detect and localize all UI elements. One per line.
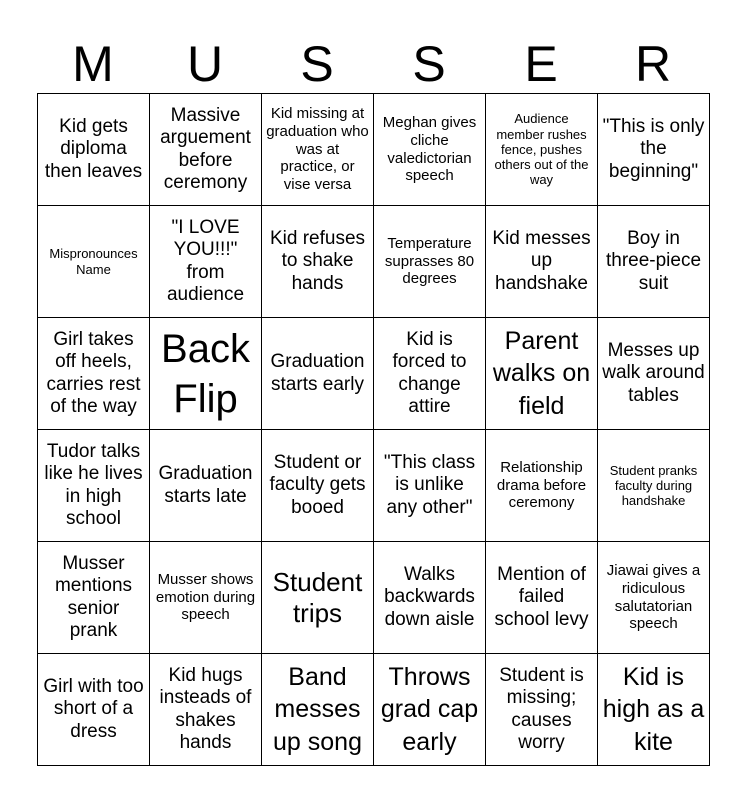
board-row — [38, 542, 710, 654]
board-row — [38, 318, 710, 430]
bingo-cell[interactable]: Kid gets diploma then leaves — [38, 94, 150, 206]
bingo-cell[interactable]: Mention of failed school levy — [486, 542, 598, 654]
bingo-cell[interactable]: Temperature suprasses 80 degrees — [374, 206, 486, 318]
bingo-cell[interactable]: Girl with too short of a dress — [38, 654, 150, 766]
bingo-board — [37, 93, 710, 766]
bingo-cell[interactable]: Boy in three-piece suit — [598, 206, 710, 318]
bingo-cell[interactable]: Audience member rushes fence, pushes others out of the way — [486, 94, 598, 206]
bingo-cell[interactable]: Messes up walk around tables — [598, 318, 710, 430]
board-row — [38, 206, 710, 318]
bingo-cell[interactable]: Student pranks faculty during handshake — [598, 430, 710, 542]
bingo-cell[interactable]: Walks backwards down aisle — [374, 542, 486, 654]
bingo-cell[interactable]: "This is only the beginning" — [598, 94, 710, 206]
header-letter-s-2: S — [412, 36, 446, 92]
board-row — [38, 654, 710, 766]
bingo-cell[interactable]: Musser shows emotion during speech — [150, 542, 262, 654]
bingo-cell[interactable]: Kid messes up handshake — [486, 206, 598, 318]
bingo-cell[interactable]: Musser mentions senior prank — [38, 542, 150, 654]
board-row — [38, 430, 710, 542]
bingo-cell[interactable]: Band messes up song — [262, 654, 374, 766]
bingo-cell[interactable]: Girl takes off heels, carries rest of the way — [38, 318, 150, 430]
header-letter-u: U — [186, 36, 224, 92]
bingo-cell[interactable]: Student trips — [262, 542, 374, 654]
bingo-cell[interactable]: Kid hugs insteads of shakes hands — [150, 654, 262, 766]
bingo-cell[interactable]: "This class is unlike any other" — [374, 430, 486, 542]
bingo-cell[interactable]: Massive arguement before ceremony — [150, 94, 262, 206]
bingo-cell[interactable]: Meghan gives cliche valedictorian speech — [374, 94, 486, 206]
bingo-cell[interactable]: Student or faculty gets booed — [262, 430, 374, 542]
header-letter-r: R — [634, 36, 672, 92]
bingo-cell[interactable]: Graduation starts late — [150, 430, 262, 542]
bingo-cell[interactable]: Back Flip — [150, 318, 262, 430]
bingo-cell[interactable]: Graduation starts early — [262, 318, 374, 430]
bingo-header — [37, 36, 709, 92]
bingo-cell[interactable]: Tudor talks like he lives in high school — [38, 430, 150, 542]
bingo-cell[interactable]: Mispronounces Name — [38, 206, 150, 318]
bingo-cell[interactable]: Kid is forced to change attire — [374, 318, 486, 430]
bingo-cell[interactable]: Kid refuses to shake hands — [262, 206, 374, 318]
bingo-cell[interactable]: Kid is high as a kite — [598, 654, 710, 766]
header-letter-m: M — [72, 36, 114, 92]
bingo-cell[interactable]: Parent walks on field — [486, 318, 598, 430]
bingo-cell[interactable]: Kid missing at graduation who was at practice, or vise versa — [262, 94, 374, 206]
board-row — [38, 94, 710, 206]
bingo-cell[interactable]: Student is missing; causes worry — [486, 654, 598, 766]
header-letter-s: S — [300, 36, 334, 92]
bingo-cell[interactable]: "I LOVE YOU!!!" from audience — [150, 206, 262, 318]
bingo-cell[interactable]: Throws grad cap early — [374, 654, 486, 766]
bingo-cell[interactable]: Jiawai gives a ridiculous salutatorian speech — [598, 542, 710, 654]
header-letter-e: E — [524, 36, 558, 92]
bingo-cell[interactable]: Relationship drama before ceremony — [486, 430, 598, 542]
